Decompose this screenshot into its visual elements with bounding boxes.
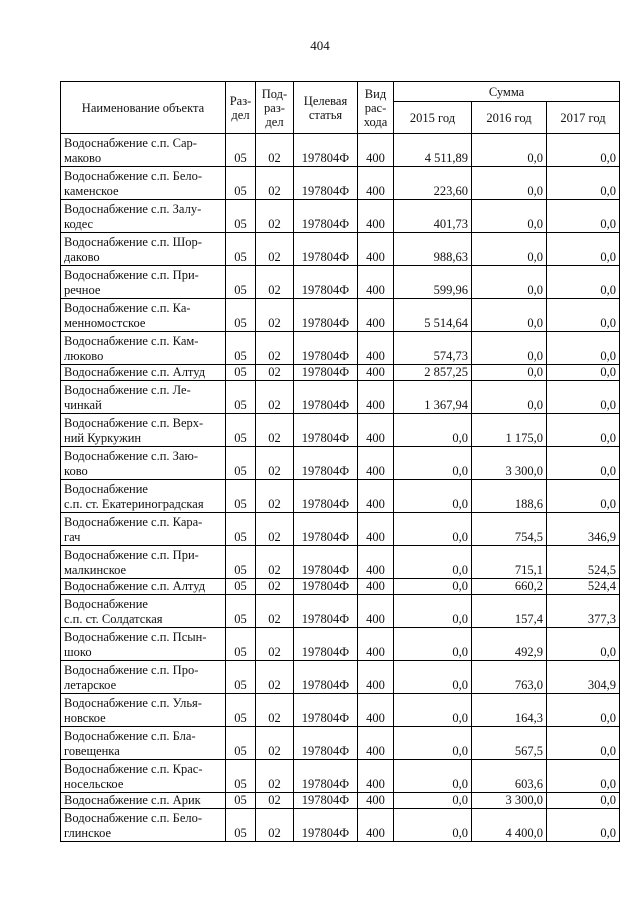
row-sum-2015: 574,73 <box>394 332 472 365</box>
row-vid: 400 <box>358 579 394 595</box>
table-row <box>61 579 620 595</box>
row-razdel: 05 <box>226 233 256 266</box>
row-vid: 400 <box>358 694 394 727</box>
row-vid: 400 <box>358 661 394 694</box>
row-sum-2016: 164,3 <box>472 694 547 727</box>
row-sum-2015: 0,0 <box>394 480 472 513</box>
table-row <box>61 266 620 299</box>
row-sum-2016: 0,0 <box>472 332 547 365</box>
table-row <box>61 694 620 727</box>
table-row <box>61 793 620 809</box>
row-name: Водоснабжение с.п. Бла- говещенка <box>61 727 226 760</box>
header-year-2015: 2015 год <box>394 102 472 134</box>
row-name: Водоснабжение с.п. Алтуд <box>61 365 226 381</box>
row-sum-2015: 0,0 <box>394 546 472 579</box>
row-vid: 400 <box>358 381 394 414</box>
row-sum-2015: 599,96 <box>394 266 472 299</box>
row-target: 197804Ф <box>294 332 358 365</box>
row-podrazdel: 02 <box>256 809 294 842</box>
row-target: 197804Ф <box>294 661 358 694</box>
row-podrazdel: 02 <box>256 628 294 661</box>
table-row <box>61 167 620 200</box>
row-target: 197804Ф <box>294 727 358 760</box>
row-name: Водоснабжение с.п. Шор- даково <box>61 233 226 266</box>
row-vid: 400 <box>358 332 394 365</box>
row-sum-2017: 0,0 <box>547 414 620 447</box>
row-sum-2015: 0,0 <box>394 447 472 480</box>
row-sum-2015: 0,0 <box>394 595 472 628</box>
header-row <box>61 82 620 102</box>
row-razdel: 05 <box>226 381 256 414</box>
row-sum-2015: 0,0 <box>394 628 472 661</box>
row-target: 197804Ф <box>294 365 358 381</box>
row-podrazdel: 02 <box>256 661 294 694</box>
row-podrazdel: 02 <box>256 513 294 546</box>
row-sum-2015: 4 511,89 <box>394 134 472 167</box>
row-sum-2015: 2 857,25 <box>394 365 472 381</box>
header-summa: Сумма <box>394 82 620 102</box>
row-sum-2016: 754,5 <box>472 513 547 546</box>
row-name: Водоснабжение с.п. Ле- чинкай <box>61 381 226 414</box>
row-vid: 400 <box>358 414 394 447</box>
row-sum-2017: 0,0 <box>547 760 620 793</box>
row-target: 197804Ф <box>294 628 358 661</box>
row-sum-2016: 603,6 <box>472 760 547 793</box>
row-razdel: 05 <box>226 513 256 546</box>
row-sum-2015: 0,0 <box>394 414 472 447</box>
row-sum-2016: 660,2 <box>472 579 547 595</box>
row-name: Водоснабжение с.п. Бело- глинское <box>61 809 226 842</box>
row-sum-2016: 567,5 <box>472 727 547 760</box>
row-razdel: 05 <box>226 661 256 694</box>
page-number: 404 <box>310 38 330 53</box>
row-sum-2015: 401,73 <box>394 200 472 233</box>
row-razdel: 05 <box>226 447 256 480</box>
row-name: Водоснабжение с.п. ст. Солдатская <box>61 595 226 628</box>
table-row <box>61 546 620 579</box>
row-razdel: 05 <box>226 134 256 167</box>
table-row <box>61 447 620 480</box>
table-row <box>61 661 620 694</box>
row-target: 197804Ф <box>294 595 358 628</box>
row-target: 197804Ф <box>294 381 358 414</box>
row-target: 197804Ф <box>294 266 358 299</box>
row-razdel: 05 <box>226 266 256 299</box>
row-razdel: 05 <box>226 200 256 233</box>
row-vid: 400 <box>358 760 394 793</box>
row-target: 197804Ф <box>294 233 358 266</box>
row-razdel: 05 <box>226 760 256 793</box>
row-name: Водоснабжение с.п. Кара- гач <box>61 513 226 546</box>
row-podrazdel: 02 <box>256 694 294 727</box>
row-name: Водоснабжение с.п. Заю- ково <box>61 447 226 480</box>
row-vid: 400 <box>358 266 394 299</box>
row-razdel: 05 <box>226 332 256 365</box>
row-vid: 400 <box>358 628 394 661</box>
row-sum-2015: 223,60 <box>394 167 472 200</box>
row-sum-2017: 524,4 <box>547 579 620 595</box>
row-sum-2015: 0,0 <box>394 513 472 546</box>
table-row <box>61 134 620 167</box>
row-razdel: 05 <box>226 809 256 842</box>
row-podrazdel: 02 <box>256 480 294 513</box>
row-sum-2015: 0,0 <box>394 809 472 842</box>
row-vid: 400 <box>358 480 394 513</box>
row-sum-2016: 0,0 <box>472 381 547 414</box>
header-year-2016: 2016 год <box>472 102 547 134</box>
row-sum-2015: 1 367,94 <box>394 381 472 414</box>
row-podrazdel: 02 <box>256 381 294 414</box>
row-sum-2017: 0,0 <box>547 694 620 727</box>
row-target: 197804Ф <box>294 793 358 809</box>
row-razdel: 05 <box>226 595 256 628</box>
row-name: Водоснабжение с.п. Бело- каменское <box>61 167 226 200</box>
row-target: 197804Ф <box>294 809 358 842</box>
row-sum-2017: 0,0 <box>547 134 620 167</box>
row-sum-2016: 0,0 <box>472 233 547 266</box>
row-name: Водоснабжение с.п. Залу- кодес <box>61 200 226 233</box>
table-row <box>61 233 620 266</box>
row-sum-2017: 377,3 <box>547 595 620 628</box>
row-podrazdel: 02 <box>256 414 294 447</box>
row-vid: 400 <box>358 546 394 579</box>
row-target: 197804Ф <box>294 447 358 480</box>
row-name: Водоснабжение с.п. Алтуд <box>61 579 226 595</box>
row-sum-2015: 0,0 <box>394 727 472 760</box>
row-sum-2017: 0,0 <box>547 727 620 760</box>
row-sum-2016: 0,0 <box>472 200 547 233</box>
row-name: Водоснабжение с.п. При- речное <box>61 266 226 299</box>
budget-table <box>60 81 620 842</box>
row-sum-2016: 763,0 <box>472 661 547 694</box>
row-sum-2017: 0,0 <box>547 266 620 299</box>
row-vid: 400 <box>358 233 394 266</box>
row-podrazdel: 02 <box>256 546 294 579</box>
row-podrazdel: 02 <box>256 299 294 332</box>
table-row <box>61 414 620 447</box>
row-target: 197804Ф <box>294 513 358 546</box>
header-target: Целевая статья <box>294 82 358 134</box>
row-sum-2016: 1 175,0 <box>472 414 547 447</box>
row-sum-2016: 3 300,0 <box>472 793 547 809</box>
row-sum-2017: 0,0 <box>547 480 620 513</box>
row-razdel: 05 <box>226 793 256 809</box>
row-target: 197804Ф <box>294 546 358 579</box>
row-podrazdel: 02 <box>256 793 294 809</box>
row-name: Водоснабжение с.п. Кам- люково <box>61 332 226 365</box>
table-row <box>61 365 620 381</box>
row-sum-2016: 188,6 <box>472 480 547 513</box>
row-razdel: 05 <box>226 365 256 381</box>
row-razdel: 05 <box>226 546 256 579</box>
row-vid: 400 <box>358 809 394 842</box>
row-sum-2017: 0,0 <box>547 628 620 661</box>
header-vid: Вид рас- хода <box>358 82 394 134</box>
table-row <box>61 809 620 842</box>
header-year-2017: 2017 год <box>547 102 620 134</box>
row-sum-2016: 715,1 <box>472 546 547 579</box>
row-vid: 400 <box>358 167 394 200</box>
table-row <box>61 381 620 414</box>
header-name: Наименование объекта <box>61 82 226 134</box>
row-vid: 400 <box>358 299 394 332</box>
row-name: Водоснабжение с.п. Про- летарское <box>61 661 226 694</box>
row-podrazdel: 02 <box>256 266 294 299</box>
row-sum-2017: 0,0 <box>547 809 620 842</box>
row-sum-2017: 346,9 <box>547 513 620 546</box>
table-row <box>61 299 620 332</box>
table-row <box>61 513 620 546</box>
row-sum-2015: 0,0 <box>394 694 472 727</box>
row-sum-2015: 5 514,64 <box>394 299 472 332</box>
row-razdel: 05 <box>226 727 256 760</box>
row-name: Водоснабжение с.п. Крас- носельское <box>61 760 226 793</box>
table-body <box>61 134 620 842</box>
row-razdel: 05 <box>226 628 256 661</box>
row-sum-2016: 492,9 <box>472 628 547 661</box>
header-razdel: Раз- дел <box>226 82 256 134</box>
row-vid: 400 <box>358 595 394 628</box>
table-row <box>61 332 620 365</box>
row-vid: 400 <box>358 134 394 167</box>
row-vid: 400 <box>358 365 394 381</box>
row-razdel: 05 <box>226 579 256 595</box>
row-sum-2017: 304,9 <box>547 661 620 694</box>
row-target: 197804Ф <box>294 134 358 167</box>
row-target: 197804Ф <box>294 760 358 793</box>
row-podrazdel: 02 <box>256 727 294 760</box>
row-target: 197804Ф <box>294 299 358 332</box>
row-name: Водоснабжение с.п. Сар- маково <box>61 134 226 167</box>
row-sum-2017: 0,0 <box>547 793 620 809</box>
row-name: Водоснабжение с.п. Арик <box>61 793 226 809</box>
row-sum-2017: 0,0 <box>547 167 620 200</box>
row-sum-2016: 0,0 <box>472 299 547 332</box>
row-vid: 400 <box>358 200 394 233</box>
table-row <box>61 727 620 760</box>
row-target: 197804Ф <box>294 414 358 447</box>
row-podrazdel: 02 <box>256 579 294 595</box>
row-vid: 400 <box>358 727 394 760</box>
table-row <box>61 595 620 628</box>
row-sum-2016: 0,0 <box>472 365 547 381</box>
row-sum-2016: 0,0 <box>472 134 547 167</box>
row-podrazdel: 02 <box>256 447 294 480</box>
row-vid: 400 <box>358 447 394 480</box>
row-target: 197804Ф <box>294 167 358 200</box>
row-razdel: 05 <box>226 414 256 447</box>
table-row <box>61 628 620 661</box>
row-name: Водоснабжение с.п. При- малкинское <box>61 546 226 579</box>
row-sum-2017: 524,5 <box>547 546 620 579</box>
row-sum-2016: 0,0 <box>472 167 547 200</box>
row-sum-2017: 0,0 <box>547 381 620 414</box>
table-row <box>61 480 620 513</box>
row-podrazdel: 02 <box>256 200 294 233</box>
row-sum-2015: 0,0 <box>394 793 472 809</box>
row-sum-2015: 0,0 <box>394 661 472 694</box>
row-sum-2016: 4 400,0 <box>472 809 547 842</box>
row-name: Водоснабжение с.п. Псын- шоко <box>61 628 226 661</box>
row-name: Водоснабжение с.п. Улья- новское <box>61 694 226 727</box>
table-row <box>61 760 620 793</box>
row-name: Водоснабжение с.п. Ка- менномостское <box>61 299 226 332</box>
table-row <box>61 200 620 233</box>
row-razdel: 05 <box>226 167 256 200</box>
row-sum-2015: 0,0 <box>394 760 472 793</box>
row-podrazdel: 02 <box>256 233 294 266</box>
header-podrazdel: Под- раз- дел <box>256 82 294 134</box>
row-podrazdel: 02 <box>256 134 294 167</box>
row-podrazdel: 02 <box>256 167 294 200</box>
row-name: Водоснабжение с.п. Верх- ний Куркужин <box>61 414 226 447</box>
row-podrazdel: 02 <box>256 595 294 628</box>
row-vid: 400 <box>358 513 394 546</box>
row-podrazdel: 02 <box>256 365 294 381</box>
row-razdel: 05 <box>226 694 256 727</box>
row-target: 197804Ф <box>294 200 358 233</box>
row-sum-2017: 0,0 <box>547 365 620 381</box>
row-podrazdel: 02 <box>256 332 294 365</box>
row-target: 197804Ф <box>294 579 358 595</box>
row-vid: 400 <box>358 793 394 809</box>
row-sum-2015: 0,0 <box>394 579 472 595</box>
row-sum-2017: 0,0 <box>547 332 620 365</box>
row-sum-2017: 0,0 <box>547 233 620 266</box>
row-target: 197804Ф <box>294 480 358 513</box>
row-podrazdel: 02 <box>256 760 294 793</box>
row-sum-2016: 3 300,0 <box>472 447 547 480</box>
row-sum-2016: 0,0 <box>472 266 547 299</box>
row-razdel: 05 <box>226 480 256 513</box>
row-target: 197804Ф <box>294 694 358 727</box>
row-sum-2017: 0,0 <box>547 447 620 480</box>
row-razdel: 05 <box>226 299 256 332</box>
row-sum-2015: 988,63 <box>394 233 472 266</box>
row-sum-2016: 157,4 <box>472 595 547 628</box>
row-name: Водоснабжение с.п. ст. Екатериноградская <box>61 480 226 513</box>
row-sum-2017: 0,0 <box>547 299 620 332</box>
row-sum-2017: 0,0 <box>547 200 620 233</box>
